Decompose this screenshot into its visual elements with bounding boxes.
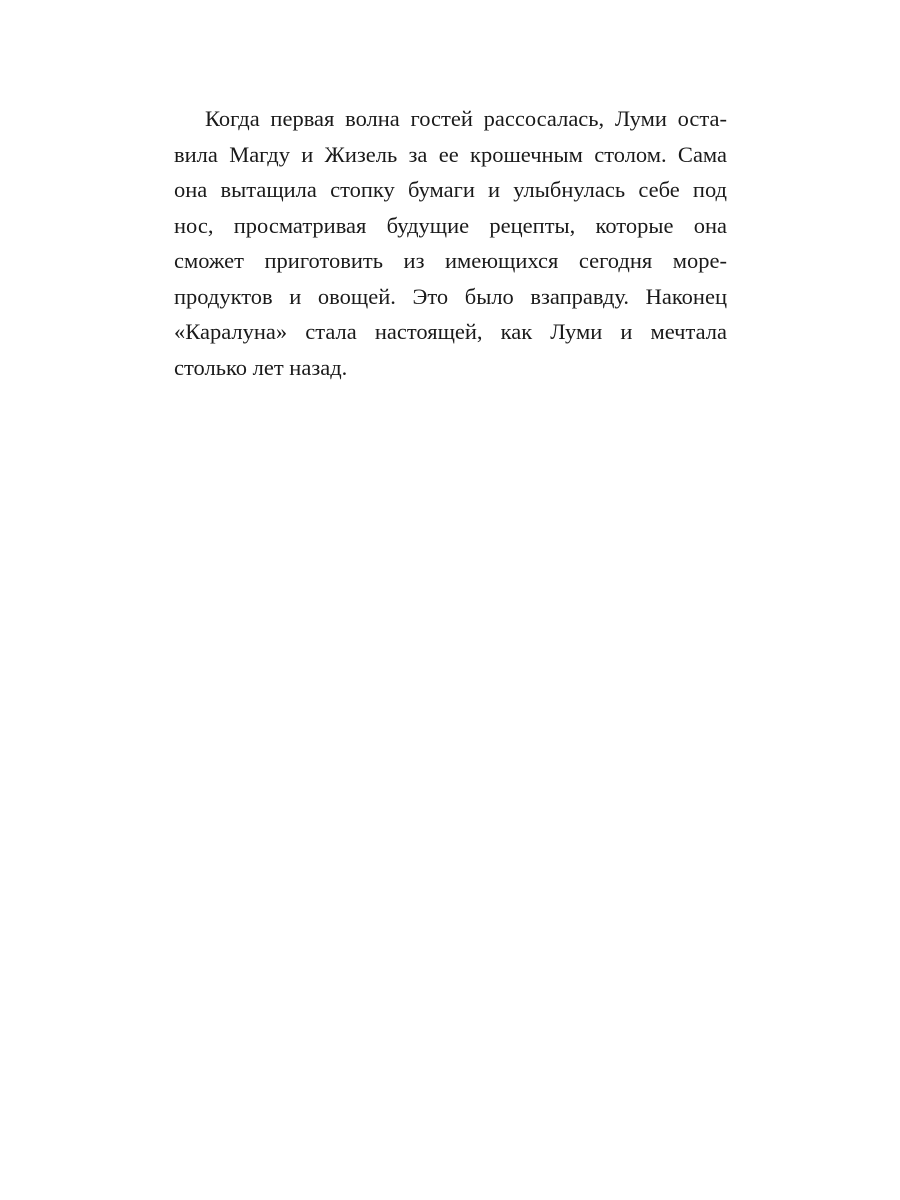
paragraph-line: продуктов и овощей. Это было взаправду. Наконец xyxy=(174,283,727,309)
paragraph-line: вила Магду и Жизель за ее крошечным столом. Сама xyxy=(174,141,727,167)
body-paragraph xyxy=(174,101,727,385)
paragraph-line: она вытащила стопку бумаги и улыбнулась себе под xyxy=(174,177,727,202)
paragraph-line: сможет приготовить из имеющихся сегодня море- xyxy=(174,248,727,273)
paragraph-line: Когда первая волна гостей рассосалась, Луми оста- xyxy=(205,106,727,131)
paragraph-line: нос, просматривая будущие рецепты, которые она xyxy=(174,212,727,238)
paragraph-line: «Каралуна» стала настоящей, как Луми и мечтала xyxy=(174,319,727,344)
paragraph-line: столько лет назад. xyxy=(174,354,348,380)
